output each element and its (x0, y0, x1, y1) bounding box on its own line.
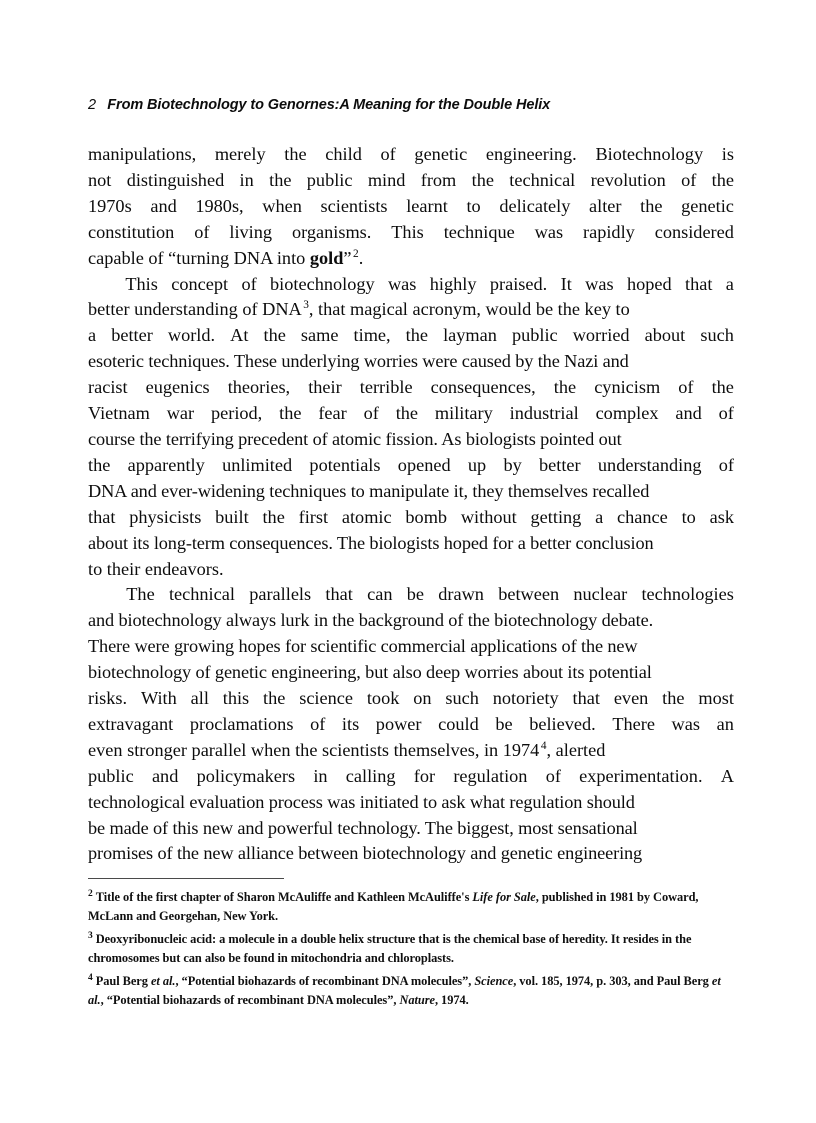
text-word: extravagant (88, 713, 174, 734)
footnote-2 (88, 888, 736, 925)
text-word: science (299, 688, 353, 709)
text-word: There (612, 713, 655, 734)
text-word: such (445, 688, 479, 709)
text-word: mind (367, 169, 406, 190)
footnote-3 (88, 930, 736, 967)
text-word: policymakers (196, 765, 296, 786)
text-word: cynicism (594, 377, 661, 398)
text-word: concept (171, 273, 229, 294)
text-word: parallels (249, 584, 312, 605)
text-word: of (310, 713, 326, 734)
text-word: this (222, 688, 250, 709)
text-word: regulation (453, 765, 528, 786)
text-word: most (698, 688, 734, 709)
text-word: racist (88, 377, 128, 398)
body-text (88, 142, 734, 867)
text-word: the (88, 454, 111, 475)
paragraph-indent (88, 272, 112, 298)
text-word: It (560, 273, 572, 294)
text-word: atomic (341, 506, 392, 527)
text-word: when (262, 195, 302, 216)
footnote-text: Title of the first chapter of Sharon McAuliffe and Kathleen McAuliffe's (95, 890, 473, 904)
text-word: in (313, 765, 328, 786)
text-word: by (503, 454, 522, 475)
footnote-number: 2 (88, 888, 93, 899)
text-word: power (375, 713, 422, 734)
text-line: to their endeavors. (88, 558, 224, 579)
text-word: nuclear (573, 584, 628, 605)
text-word: of (194, 221, 210, 242)
text-word: the (284, 144, 307, 164)
text-word: and (151, 765, 179, 786)
emphasis-gold: gold (309, 247, 344, 268)
text-word: Biotechnology (595, 144, 704, 164)
text-line (88, 272, 734, 298)
text-word: revolution (590, 169, 666, 190)
text-line (88, 505, 734, 531)
text-word: the (711, 169, 734, 190)
text-word: better (539, 454, 581, 475)
text-line: even stronger parallel when the scientists themselves, in 1974 $^4$, alerted (88, 739, 606, 760)
footnote-text: , vol. 185, 1974, p. 303, and Paul Berg (513, 974, 712, 989)
text-word: calling (345, 765, 396, 786)
text-word: experimentation. (579, 765, 703, 786)
text-word: engineering. (485, 144, 577, 164)
text-word: on (413, 688, 432, 709)
text-word: period, (210, 403, 263, 424)
text-word: potentials (309, 454, 381, 475)
text-word: the (279, 403, 302, 424)
text-line: DNA and ever-widening techniques to manipulate it, they themselves recalled (88, 480, 650, 501)
text-word: worried (572, 325, 630, 346)
text-word: 1970s (88, 195, 132, 216)
text-word: highly (429, 273, 477, 294)
text-word: same (300, 325, 339, 346)
text-word: took (366, 688, 400, 709)
footnote-number: 3 (88, 931, 93, 942)
text-word: biotechnology (270, 273, 375, 294)
text-line (88, 712, 734, 738)
footnote-text: Deoxyribonucleic acid: a molecule in a double helix structure that is the chemical base of heredity. It resides in the chromosomes but can also be found in mitochondria and chloroplasts. (88, 932, 692, 965)
footnote-number: 4 (88, 973, 93, 984)
text-word: be (406, 584, 424, 605)
text-line: be made of this new and powerful technology. The biggest, most sensational (88, 817, 638, 838)
text-word: in (239, 169, 254, 190)
text-line: esoteric techniques. These underlying worries were caused by the Nazi and (88, 351, 629, 372)
footnote-separator-rule (88, 878, 284, 879)
text-word: chance (617, 506, 668, 527)
text-line: about its long-term consequences. The biologists hoped for a better conclusion (88, 532, 654, 553)
text-word: that (88, 506, 116, 527)
text-line (88, 375, 734, 401)
text-word: getting (530, 506, 582, 527)
text-word: the (405, 325, 429, 346)
text-word: such (700, 325, 734, 346)
footnote-italic-journal: Science (474, 974, 514, 989)
text-word: public (88, 765, 134, 786)
text-line: promises of the new alliance between biotechnology and genetic engineering (88, 843, 643, 864)
text-line (88, 220, 734, 246)
text-word: an (716, 713, 734, 734)
footnote-italic-etal: et al. (150, 974, 176, 989)
text-word: of (545, 765, 561, 786)
text-word: rapidly (583, 221, 635, 242)
text-word: merely (214, 144, 266, 164)
text-word: eugenics (145, 377, 210, 398)
text-word: ask (709, 506, 734, 527)
text-line: and biotechnology always lurk in the background of the biotechnology debate. (88, 610, 654, 631)
footnote-text: , published in 1981 by Coward, McLann and Georgehan, New York. (88, 890, 699, 923)
text-word: learnt (406, 195, 448, 216)
text-word: distinguished (126, 169, 225, 190)
text-line: technological evaluation process was initiated to ask what regulation should (88, 791, 635, 812)
text-word: 1980s, (195, 195, 244, 216)
footnote-text: , 1974. (434, 992, 469, 1007)
text-word: can (367, 584, 393, 605)
text-word: of (718, 403, 734, 424)
text-line (88, 168, 734, 194)
text-word: organisms. (291, 221, 372, 242)
text-word: its (341, 713, 360, 734)
text-word: is (721, 144, 734, 164)
text-word: drawn (438, 584, 484, 605)
text-word: technical (168, 584, 235, 605)
text-word: was (534, 221, 564, 242)
text-word: a (725, 273, 734, 294)
text-word: public (306, 169, 353, 190)
text-word: a (595, 506, 604, 527)
text-line (88, 194, 734, 220)
text-word: complex (595, 403, 659, 424)
text-word: public (511, 325, 558, 346)
text-line: capable of “turning DNA into gold” $^2$. (88, 247, 364, 268)
text-line: biotechnology of genetic engineering, but also deep worries about its potential (88, 662, 652, 683)
text-word: that (325, 584, 353, 605)
text-word: considered (654, 221, 734, 242)
text-word: first (298, 506, 329, 527)
text-word: to (681, 506, 696, 527)
text-word: could (438, 713, 479, 734)
text-word: that (572, 688, 600, 709)
text-word: This (125, 273, 158, 294)
text-word: without (460, 506, 517, 527)
text-word: consequences, (430, 377, 536, 398)
text-word: opened (397, 454, 451, 475)
text-word: war (166, 403, 195, 424)
text-word: all (190, 688, 209, 709)
text-word: even (613, 688, 649, 709)
text-word: for (413, 765, 436, 786)
text-word: fear (318, 403, 347, 424)
text-line (88, 764, 734, 790)
text-word: of (363, 403, 379, 424)
running-header (88, 96, 736, 114)
text-line: There were growing hopes for scientific commercial applications of the new (88, 636, 638, 657)
text-word: up (467, 454, 487, 475)
text-word: notoriety (492, 688, 559, 709)
footnote-italic-title: Life for Sale (472, 890, 536, 904)
text-word: manipulations, (88, 144, 197, 164)
text-word: the (471, 169, 494, 190)
text-word: risks. (88, 688, 128, 709)
text-word: physicists (129, 506, 202, 527)
text-word: and (150, 195, 177, 216)
footnote-text: , “Potential biohazards of recombinant DNA molecules”, (100, 992, 400, 1007)
text-word: delicately (499, 195, 571, 216)
text-word: believed. (529, 713, 596, 734)
text-word: world. (167, 325, 216, 346)
footnote-ref-4[interactable]: 4 (540, 739, 547, 752)
text-word: between (498, 584, 560, 605)
text-word: of (681, 169, 697, 190)
text-word: This (391, 221, 424, 242)
text-word: the (553, 377, 577, 398)
text-word: technique (443, 221, 515, 242)
text-word: the (640, 195, 663, 216)
text-word: industrial (509, 403, 579, 424)
page-number: 2 (88, 97, 97, 113)
text-word: and (675, 403, 702, 424)
paragraph-1 (88, 142, 734, 272)
text-word: that (684, 273, 713, 294)
text-word: technologies (641, 584, 734, 605)
text-word: praised. (489, 273, 548, 294)
footnote-text: , “Potential biohazards of recombinant DNA molecules”, (175, 974, 475, 989)
text-word: of (718, 454, 734, 475)
running-title: From Biotechnology to Genornes:A Meaning for the Double Helix (107, 97, 551, 113)
text-line (88, 323, 734, 349)
text-word: built (215, 506, 249, 527)
text-word: unlimited (222, 454, 293, 475)
text-word: Vietnam (88, 403, 150, 424)
text-word: The (126, 584, 155, 605)
text-line (88, 401, 734, 427)
text-word: constitution (88, 221, 175, 242)
text-line: better understanding of DNA $^3$, that magical acronym, would be the key to (88, 299, 630, 320)
text-word: the (262, 506, 285, 527)
text-word: the (263, 325, 286, 346)
paragraph-2 (88, 272, 734, 583)
footnote-italic-etal: et al. (88, 974, 721, 1007)
text-word: genetic (681, 195, 734, 216)
text-word: was (387, 273, 417, 294)
paragraph-3 (88, 582, 734, 867)
footnote-4 (88, 972, 736, 1009)
text-word: to (466, 195, 481, 216)
text-word: the (711, 377, 734, 398)
text-line (88, 453, 734, 479)
text-line: course the terrifying precedent of atomic fission. As biologists pointed out (88, 428, 622, 449)
text-word: was (671, 713, 700, 734)
text-word: scientists (320, 195, 388, 216)
text-word: from (420, 169, 457, 190)
text-word: terrible (359, 377, 413, 398)
text-word: A (720, 765, 734, 786)
text-word: better (111, 325, 153, 346)
text-word: of (241, 273, 257, 294)
paragraph-indent (88, 582, 112, 608)
footnote-ref-3[interactable]: 3 (303, 299, 309, 312)
text-word: military (434, 403, 493, 424)
text-word: At (230, 325, 249, 346)
text-word: of (678, 377, 694, 398)
text-word: living (229, 221, 273, 242)
footnote-italic-journal: Nature (399, 992, 435, 1007)
text-word: child (325, 144, 362, 164)
text-word: their (308, 377, 342, 398)
text-word: understanding (597, 454, 702, 475)
text-word: of (380, 144, 396, 164)
text-word: proclamations (189, 713, 294, 734)
text-word: With (140, 688, 177, 709)
footnote-ref-2[interactable]: 2 (353, 247, 359, 260)
text-word: the (395, 403, 419, 424)
text-line (88, 142, 734, 168)
text-word: genetic (414, 144, 468, 164)
text-word: layman (443, 325, 497, 346)
text-word: hoped (626, 273, 672, 294)
text-word: the (269, 169, 292, 190)
text-word: the (263, 688, 286, 709)
text-word: bomb (405, 506, 448, 527)
text-word: not (88, 169, 112, 190)
text-word: alter (589, 195, 622, 216)
text-word: apparently (127, 454, 205, 475)
text-line (88, 582, 734, 608)
text-word: theories, (227, 377, 291, 398)
text-word: a (88, 325, 97, 346)
text-word: technical (509, 169, 576, 190)
text-line (88, 686, 734, 712)
text-word: about (644, 325, 686, 346)
text-word: be (495, 713, 513, 734)
footnote-text: Paul Berg (95, 974, 151, 989)
footnote-area (88, 878, 736, 1015)
text-word: time, (353, 325, 391, 346)
text-word: was (585, 273, 614, 294)
text-word: the (662, 688, 685, 709)
